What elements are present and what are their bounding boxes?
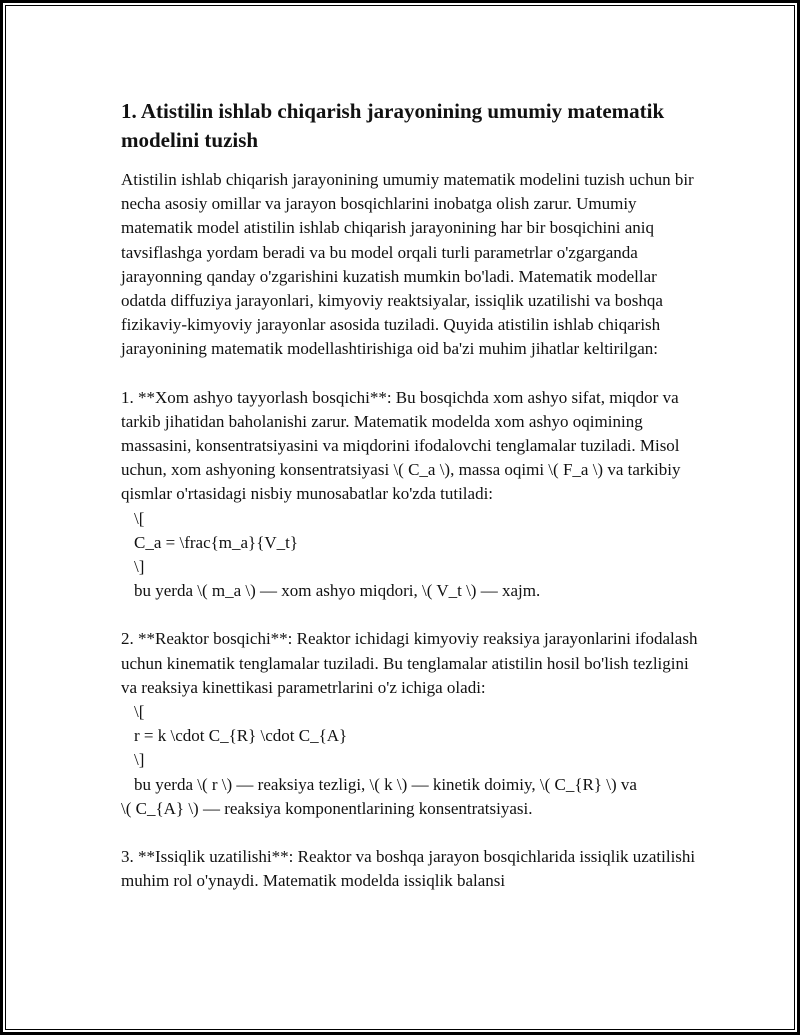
item-1-equation-close: \]	[134, 557, 145, 577]
item-1-text: 1. **Xom ashyo tayyorlash bosqichi**: Bu bosqichda xom ashyo sifat, miqdor va tarkib jihatidan baholanishi zarur. Matematik modelda xom ashyo oqimining massasini, konsentratsiyasini va miqdorini ifodalovchi tenglamalar tuziladi. Misol uchun, xom ashyoning konsentratsiyasi \( C_a \), massa oqimi \( F_a \) va tarkibiy qismlar o'rtasidagi nisbiy munosabatlar ko'zda tutiladi:	[121, 387, 681, 504]
list-item-reactor	[121, 627, 701, 821]
item-2-equation-open: \[	[134, 702, 145, 722]
item-2-equation: r = k \cdot C_{R} \cdot C_{A}	[134, 726, 348, 746]
item-2-equation-close: \]	[134, 750, 145, 770]
list-item-raw-material	[121, 386, 701, 604]
item-2-explanation-line-1: bu yerda \( r \) — reaksiya tezligi, \( k \) — kinetik doimiy, \( C_{R} \) va	[134, 774, 637, 794]
item-3-text: 3. **Issiqlik uzatilishi**: Reaktor va boshqa jarayon bosqichlarida issiqlik uzatilishi muhim rol o'ynaydi. Matematik modelda issiqlik balansi	[121, 847, 696, 891]
list-item-heat-transfer	[121, 845, 701, 893]
item-2-text: 2. **Reaktor bosqichi**: Reaktor ichidagi kimyoviy reaksiya jarayonlarini ifodalash uchun kinematik tenglamalar tuziladi. Bu tenglamalar atistilin hosil bo'lish tezligini va reaksiya kinettikasi parametrlarini o'z ichiga oladi:	[121, 629, 698, 697]
intro-paragraph: Atistilin ishlab chiqarish jarayonining umumiy matematik modelini tuzish uchun bir necha asosiy omillar va jarayon bosqichlarini inobatga olish zarur. Umumiy matematik model atistilin ishlab chiqarish jarayonining har bir bosqichini aniq tavsiflashga yordam beradi va bu model orqali turli parametrlar o'zgarganda jarayonning qanday o'zgarishini kuzatish mumkin bo'ladi. Matematik modellar odatda diffuziya jarayonlari, kimyoviy reaktsiyalar, issiqlik uzatilishi va boshqa fizikaviy-kimyoviy jarayonlar asosida tuziladi. Quyida atistilin ishlab chiqarish jarayonining matematik modellashtirishiga oid ba'zi muhim jihatlar keltirilgan:	[121, 170, 694, 359]
item-1-equation: C_a = \frac{m_a}{V_t}	[134, 532, 299, 552]
item-1-explanation: bu yerda \( m_a \) — xom ashyo miqdori, \( V_t \) — xajm.	[134, 581, 541, 601]
document-content	[121, 97, 701, 893]
item-1-equation-open: \[	[134, 508, 145, 528]
item-2-explanation-line-2: \( C_{A} \) — reaksiya komponentlarining konsentratsiyasi.	[121, 798, 533, 818]
section-heading: 1. Atistilin ishlab chiqarish jarayonining umumiy matematik modelini tuzish	[121, 99, 665, 152]
